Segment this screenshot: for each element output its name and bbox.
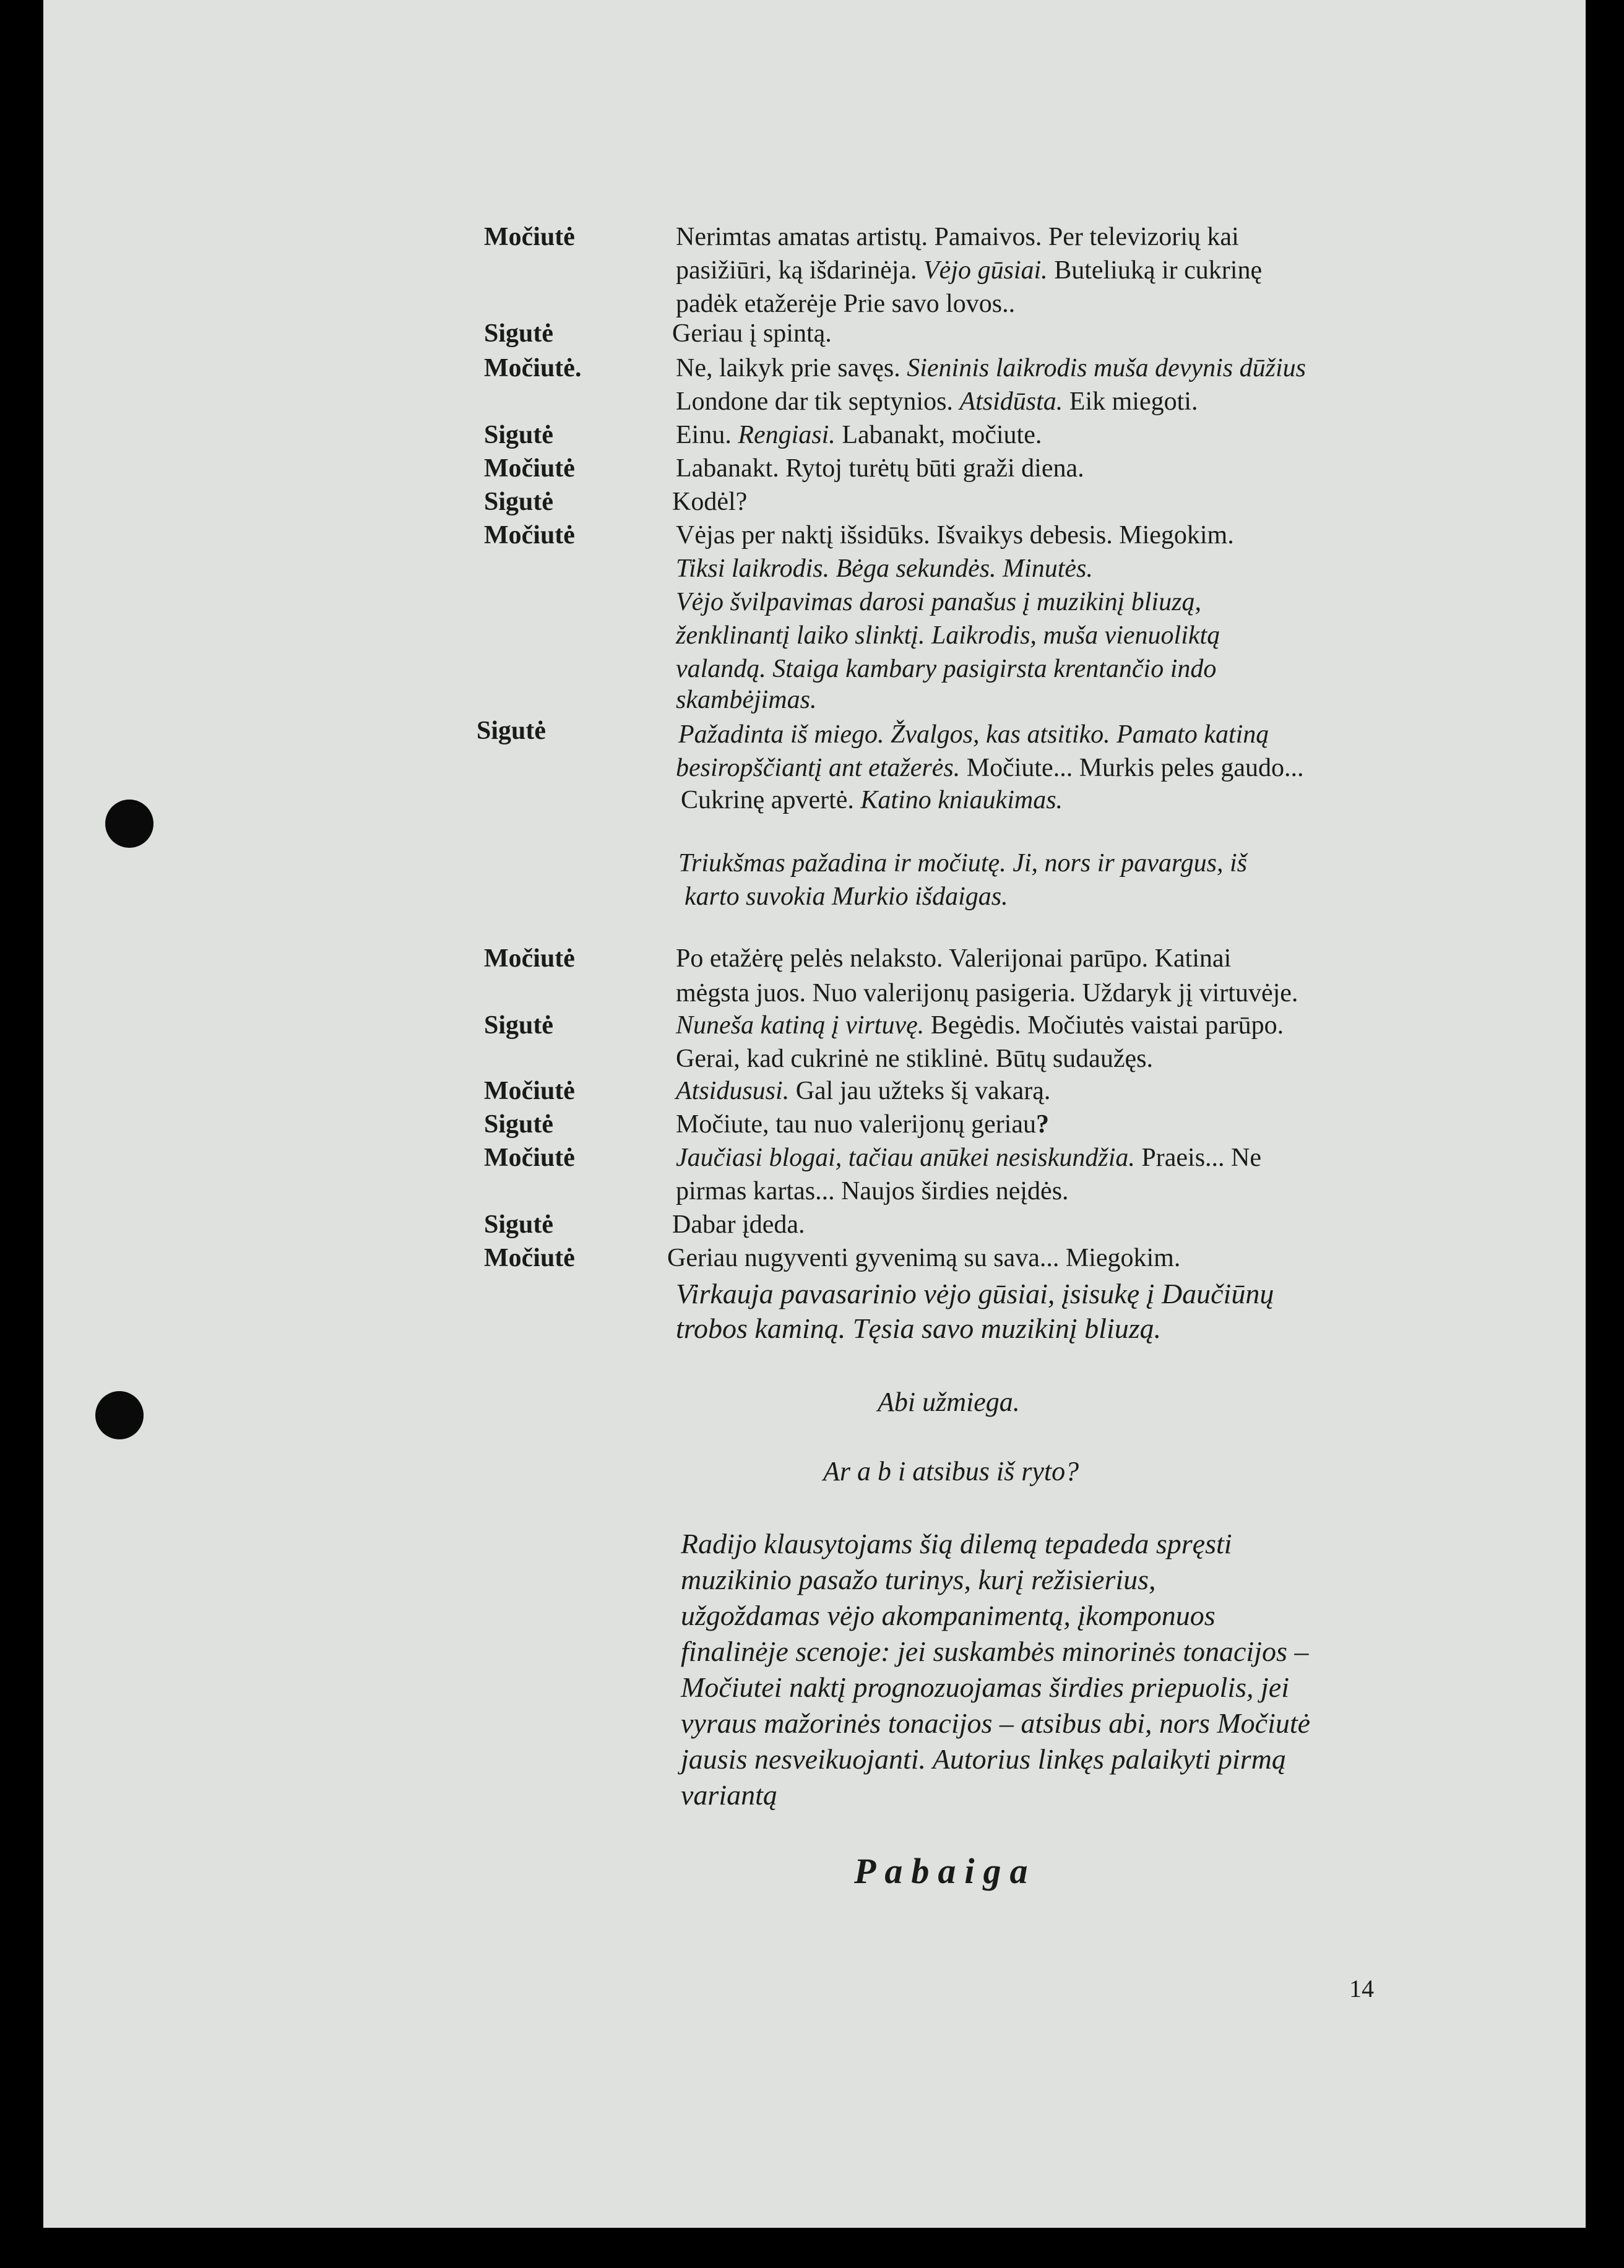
dialogue-line: Labanakt. Rytoj turėtų būti graži diena. xyxy=(676,454,1084,483)
dialogue-line xyxy=(676,751,1303,785)
speaker-label: Močiutė xyxy=(484,1244,575,1272)
dialogue-line: Dabar įdeda. xyxy=(672,1210,805,1239)
stage-direction: Atsidususi. xyxy=(676,1077,790,1105)
dialogue-line: Kodėl? xyxy=(672,488,748,516)
stage-direction: Rengiasi. xyxy=(738,421,836,449)
stage-direction: Atsidūsta. xyxy=(959,387,1063,416)
speaker-label: Sigutė xyxy=(484,1110,554,1139)
closing-paragraph-line: užgoždamas vėjo akompanimentą, įkomponuos xyxy=(681,1600,1216,1631)
dialogue-line xyxy=(676,1074,1050,1108)
dialogue-line xyxy=(681,783,1063,817)
stage-direction: karto suvokia Murkio išdaigas. xyxy=(685,882,1008,911)
closing-paragraph-line: muzikinio pasažo turinys, kurį režisierius, xyxy=(681,1564,1156,1595)
speaker-label: Sigutė xyxy=(477,717,546,745)
speaker-label: Sigutė xyxy=(484,319,554,348)
closing-paragraph-line: finalinėje scenoje: jei suskambės minorinės tonacijos – xyxy=(681,1636,1309,1667)
text-run: Eik miegoti. xyxy=(1063,387,1198,416)
stage-direction: Virkauja pavasarinio vėjo gūsiai, įsisukę į Daučiūnų xyxy=(676,1278,1274,1309)
punch-hole-top xyxy=(105,800,153,848)
page-number: 14 xyxy=(1349,1975,1374,2003)
dialogue-line xyxy=(676,1108,1049,1141)
closing-paragraph-line: variantą xyxy=(681,1779,777,1811)
punch-hole-bottom xyxy=(95,1391,144,1439)
text-run: ? xyxy=(1036,1110,1049,1139)
stage-direction: Vėjo švilpavimas darosi panašus į muzikinį bliuzą, xyxy=(676,588,1201,616)
dialogue-line: mėgsta juos. Nuo valerijonų pasigeria. Uždaryk jį virtuvėje. xyxy=(676,979,1298,1007)
speaker-label: Močiutė xyxy=(484,454,575,483)
text-run: Močiute, tau nuo valerijonų geriau xyxy=(676,1110,1036,1139)
stage-direction: Katino kniaukimas. xyxy=(860,786,1063,814)
speaker-label: Močiutė. xyxy=(484,354,582,382)
speaker-label: Močiutė xyxy=(484,1144,575,1172)
stage-direction: skambėjimas. xyxy=(676,686,817,714)
speaker-label: Močiutė xyxy=(484,223,575,251)
stage-direction: trobos kaminą. Tęsia savo muzikinį bliuzą. xyxy=(676,1313,1162,1344)
ending-title: Pabaiga xyxy=(854,1851,1037,1891)
dialogue-line: Gerai, kad cukrinė ne stiklinė. Būtų sudaužęs. xyxy=(676,1045,1153,1073)
stage-direction: Sieninis laikrodis muša devynis dūžius xyxy=(907,354,1306,382)
dialogue-line: Nerimtas amatas artistų. Pamaivos. Per televizorių kai xyxy=(676,223,1239,251)
stage-direction: besiropščiantį ant etažerės. xyxy=(676,754,967,782)
dialogue-line: Geriau nugyventi gyvenimą su sava... Miegokim. xyxy=(667,1244,1181,1272)
stage-direction: Pažadinta iš miego. Žvalgos, kas atsitiko. Pamato katiną xyxy=(678,720,1269,749)
stage-direction: Nuneša katiną į virtuvę. xyxy=(676,1011,925,1040)
speaker-label: Močiutė xyxy=(484,944,575,973)
centered-direction: Ar a b i atsibus iš ryto? xyxy=(823,1456,1079,1486)
stage-direction: Vėjo gūsiai. xyxy=(923,256,1048,285)
closing-paragraph-line: Radijo klausytojams šią dilemą tepadeda spręsti xyxy=(681,1528,1232,1559)
dialogue-line: padėk etažerėje Prie savo lovos.. xyxy=(676,290,1016,318)
text-run: Einu. xyxy=(676,421,738,449)
text-run: pasižiūri, ką išdarinėja. xyxy=(676,256,924,285)
dialogue-line xyxy=(676,418,1042,452)
dialogue-line xyxy=(676,254,1262,287)
speaker-label: Močiutė xyxy=(484,1077,575,1105)
stage-direction: valandą. Staiga kambary pasigirsta krentančio indo xyxy=(676,655,1217,683)
stage-direction: Jaučiasi blogai, tačiau anūkei nesiskundžia. xyxy=(676,1144,1135,1172)
speaker-label: Sigutė xyxy=(484,488,554,516)
document-page xyxy=(43,0,1586,2228)
closing-paragraph-line: vyraus mažorinės tonacijos – atsibus abi, nors Močiutė xyxy=(681,1707,1311,1739)
dialogue-line xyxy=(676,1141,1261,1175)
dialogue-line xyxy=(676,385,1198,418)
text-run: Ne, laikyk prie savęs. xyxy=(676,354,907,382)
dialogue-line: Geriau į spintą. xyxy=(672,319,832,348)
text-run: Labanakt, močiute. xyxy=(835,421,1042,449)
text-run: Cukrinę apvertė. xyxy=(681,786,861,814)
closing-paragraph-line: Močiutei naktį prognozuojamas širdies priepuolis, jei xyxy=(681,1671,1289,1703)
stage-direction: Tiksi laikrodis. Bėga sekundės. Minutės. xyxy=(676,554,1093,583)
speaker-label: Sigutė xyxy=(484,421,554,449)
dialogue-line xyxy=(676,1009,1284,1042)
text-run: Gal jau užteks šį vakarą. xyxy=(789,1077,1051,1105)
stage-direction: Triukšmas pažadina ir močiutę. Ji, nors ir pavargus, iš xyxy=(678,849,1247,877)
dialogue-line: Po etažėrę pelės nelaksto. Valerijonai parūpo. Katinai xyxy=(676,944,1232,973)
text-run: Londone dar tik septynios. xyxy=(676,387,960,416)
dialogue-line xyxy=(676,351,1306,385)
closing-paragraph-line: jausis nesveikuojanti. Autorius linkęs palaikyti pirmą xyxy=(681,1743,1286,1775)
speaker-label: Močiutė xyxy=(484,521,575,550)
speaker-label: Sigutė xyxy=(484,1011,554,1040)
dialogue-line: Vėjas per naktį išsidūks. Išvaikys debesis. Miegokim. xyxy=(676,521,1234,550)
stage-direction: ženklinantį laiko slinktį. Laikrodis, muša vienuoliktą xyxy=(676,621,1220,650)
text-run: Begėdis. Močiutės vaistai parūpo. xyxy=(924,1011,1284,1040)
text-run: Praeis... Ne xyxy=(1134,1144,1262,1172)
centered-direction: Abi užmiega. xyxy=(878,1387,1020,1417)
speaker-label: Sigutė xyxy=(484,1210,554,1239)
text-run: Močiute... Murkis peles gaudo... xyxy=(966,754,1304,782)
text-run: Buteliuką ir cukrinę xyxy=(1047,256,1263,285)
dialogue-line: pirmas kartas... Naujos širdies neįdės. xyxy=(676,1177,1069,1205)
